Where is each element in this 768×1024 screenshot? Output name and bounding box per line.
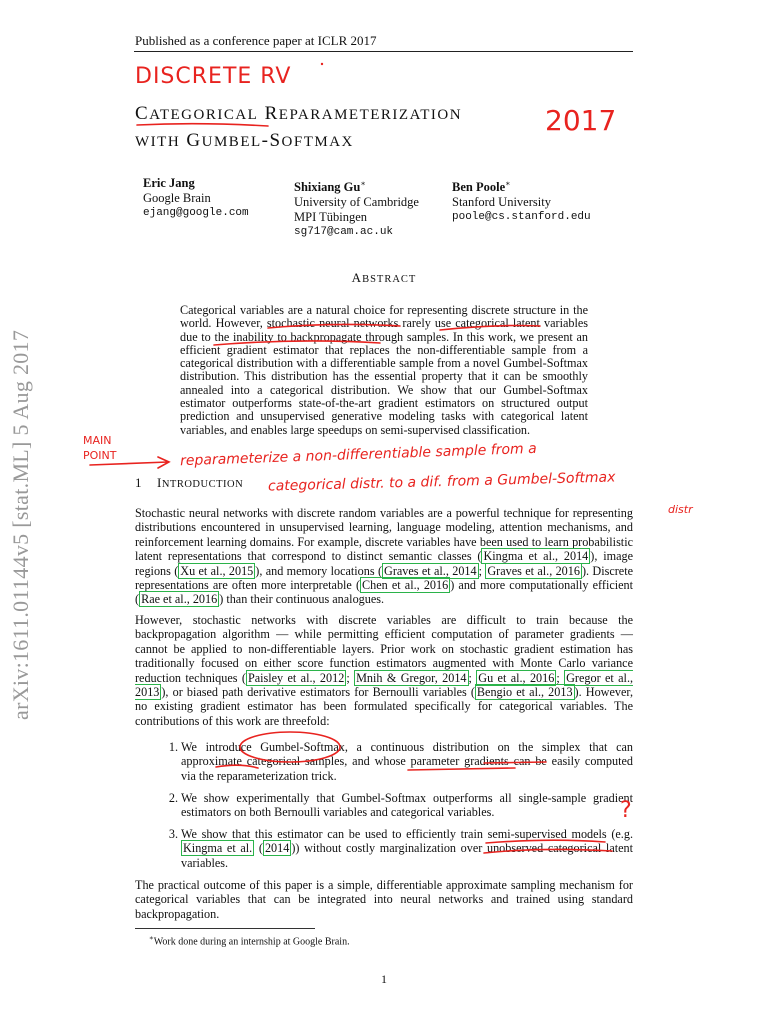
- handwritten-note-line-2: categorical distr. to a dif. from a Gumbel-Softmax: [267, 469, 616, 495]
- author-email[interactable]: poole@cs.stanford.edu: [452, 211, 591, 224]
- handwritten-question-mark: ?: [620, 798, 632, 823]
- title-word: EPARAMETERIZATION: [278, 107, 463, 123]
- citation-link[interactable]: Kingma et al.: [183, 841, 253, 856]
- list-text: [181, 827, 633, 870]
- text-run: ;: [468, 670, 477, 685]
- author-affiliation: Stanford University: [452, 195, 551, 210]
- text-run: Stochastic neural networks with discrete random variables are a powerful technique for representing distributions encountered in unsupervised learning, language modeling, attention mechanisms, and reinforcement learning domains. For example, discrete variables have been used to learn probabilistic latent representations that correspond to distinct semantic classes (: [135, 506, 633, 564]
- text-run: (: [254, 841, 263, 856]
- list-text: We introduce Gumbel-Softmax, a continuous distribution on the simplex that can approximate categorical samples, and whose parameter gradients can be easily computed via the reparameterization trick.: [181, 740, 633, 783]
- intro-paragraph-2: [135, 613, 633, 728]
- title-word: WITH: [135, 134, 181, 150]
- ink-dot: [321, 63, 323, 65]
- title-cap: -S: [261, 130, 282, 151]
- running-header: Published as a conference paper at ICLR 2017: [135, 33, 377, 48]
- title-line-1: [135, 101, 462, 128]
- section-number: 1: [135, 475, 142, 490]
- title-cap: C: [135, 103, 150, 124]
- author-name: Ben Poole: [452, 180, 506, 195]
- author-name: Eric Jang: [143, 176, 195, 190]
- text-run: ;: [556, 670, 565, 685]
- text-run: ;: [478, 563, 486, 578]
- citation-link[interactable]: Gu et al., 2016: [478, 670, 555, 685]
- section-title-cap: I: [157, 475, 162, 490]
- list-number: 1.: [168, 740, 178, 754]
- intro-paragraph-1: [135, 506, 633, 607]
- handwritten-note-line-3: distr: [668, 503, 693, 516]
- citation-link[interactable]: Paisley et al., 2012: [247, 670, 345, 685]
- handwritten-main-point: [83, 433, 116, 463]
- footnote-mark: ∗: [505, 179, 511, 188]
- abstract-text: Categorical variables are a natural choice for representing discrete structure in the world. However, stochastic neural networks rarely use categorical latent variables due to the inability to backpropagate through samples. In this work, we present an efficient gradient estimator that replaces the non-differentiable sample from a categorical distribution with a differentiable sample from a novel Gumbel-Softmax distribution. This distribution has the essential property that it can be smoothly annealed into a categorical distribution. We show that our Gumbel-Softmax estimator outperforms state-of-the-art gradient estimators on structured output prediction and unsupervised generative modeling tasks with categorical latent variables, and enables large speedups on semi-supervised classification.: [180, 303, 588, 437]
- handwritten-word: POINT: [83, 449, 117, 462]
- citation-link[interactable]: Mnih & Gregor, 2014: [356, 670, 467, 685]
- author-affiliation: MPI Tübingen: [294, 210, 368, 225]
- heading-rest: BSTRACT: [362, 274, 417, 285]
- list-number: 3.: [168, 827, 178, 841]
- heading-cap: A: [351, 270, 363, 285]
- author-affiliation: University of Cambridge: [294, 195, 419, 210]
- title-cap: G: [186, 130, 202, 151]
- handwritten-word: MAIN: [83, 434, 112, 447]
- footnote-text: Work done during an internship at Google Brain.: [153, 936, 350, 948]
- contributions-list: [160, 740, 633, 870]
- handwritten-year: 2017: [545, 104, 617, 137]
- title-word: ATEGORICAL: [149, 107, 259, 123]
- citation-link[interactable]: Kingma et al., 2014: [483, 549, 589, 564]
- text-run: ) than their continuous analogues.: [219, 592, 385, 607]
- citation-link[interactable]: Graves et al., 2016: [487, 563, 580, 578]
- text-run: ;: [346, 670, 355, 685]
- text-run: ). However, no existing gradient estimator has been formulated specifically for categorical variables. The contributions of this work are threefold:: [135, 685, 633, 728]
- text-run: ), or biased path derivative estimators for Bernoulli variables (: [161, 685, 475, 700]
- footnote-rule: [135, 928, 315, 929]
- author-email[interactable]: sg717@cam.ac.uk: [294, 226, 394, 239]
- page-number: 1: [381, 972, 387, 986]
- title-line-2: [135, 128, 462, 155]
- intro-paragraph-3: The practical outcome of this paper is a simple, differentiable approximate sampling mechanism for categorical variables that can be integrated into neural networks and trained using standard backpropagation.: [135, 878, 633, 921]
- footnote: [149, 934, 350, 947]
- author-block: [294, 176, 419, 240]
- citation-link[interactable]: Bengio et al., 2013: [476, 685, 573, 700]
- text-run: ), image regions (: [135, 549, 633, 578]
- handwritten-note-line-1: reparameterize a non-differentiable sample from a: [179, 440, 537, 470]
- section-title-rest: NTRODUCTION: [161, 479, 244, 490]
- paper-title: [135, 101, 462, 155]
- section-heading: [135, 475, 243, 491]
- citation-link[interactable]: 2014: [264, 841, 290, 856]
- author-affiliation: Google Brain: [143, 191, 211, 205]
- text-run: However, stochastic networks with discrete variables are difficult to train because the backpropagation algorithm — while permitting efficient computation of parameter gradients — cannot be applied to non-differentiable layers. Prior work on stochastic gradient estimation has traditionally focused on either score function estimators augmented with Monte Carlo variance reduction techniques (: [135, 613, 633, 685]
- citation-link[interactable]: Gregor et al., 2013: [135, 670, 634, 700]
- citation-link[interactable]: Chen et al., 2016: [362, 578, 449, 593]
- author-block: [143, 176, 249, 221]
- handwritten-discrete-rv: DISCRETE RV: [135, 64, 292, 89]
- author-email[interactable]: ejang@google.com: [143, 207, 249, 219]
- list-text: We show experimentally that Gumbel-Softmax outperforms all single-sample gradient estimators on both Bernoulli variables and categorical variables.: [181, 791, 633, 820]
- author-name: Shixiang Gu: [294, 180, 361, 195]
- author-block: [452, 176, 591, 225]
- citation-link[interactable]: Rae et al., 2016: [141, 592, 218, 607]
- abstract-heading: [0, 270, 768, 286]
- title-cap: R: [264, 103, 279, 124]
- header-rule: [134, 51, 633, 52]
- text-run: ), and memory locations (: [255, 563, 383, 578]
- footnote-mark: ∗: [149, 934, 154, 942]
- text-run: ) and more computationally efficient (: [135, 578, 634, 607]
- arxiv-stamp: arXiv:1611.01144v5 [stat.ML] 5 Aug 2017: [8, 329, 33, 720]
- citation-link[interactable]: Xu et al., 2015: [180, 563, 254, 578]
- list-number: 2.: [168, 791, 178, 805]
- title-word: OFTMAX: [281, 134, 354, 150]
- citation-link[interactable]: Graves et al., 2014: [384, 563, 477, 578]
- footnote-mark: ∗: [360, 179, 366, 188]
- text-run: )) without costly marginalization over unobserved categorical latent variables.: [181, 841, 633, 870]
- text-run: ). Discrete representations are often more interpretable (: [135, 563, 634, 593]
- title-word: UMBEL: [201, 134, 262, 150]
- text-run: We show that this estimator can be used to efficiently train semi-supervised models (e.g.: [181, 827, 633, 841]
